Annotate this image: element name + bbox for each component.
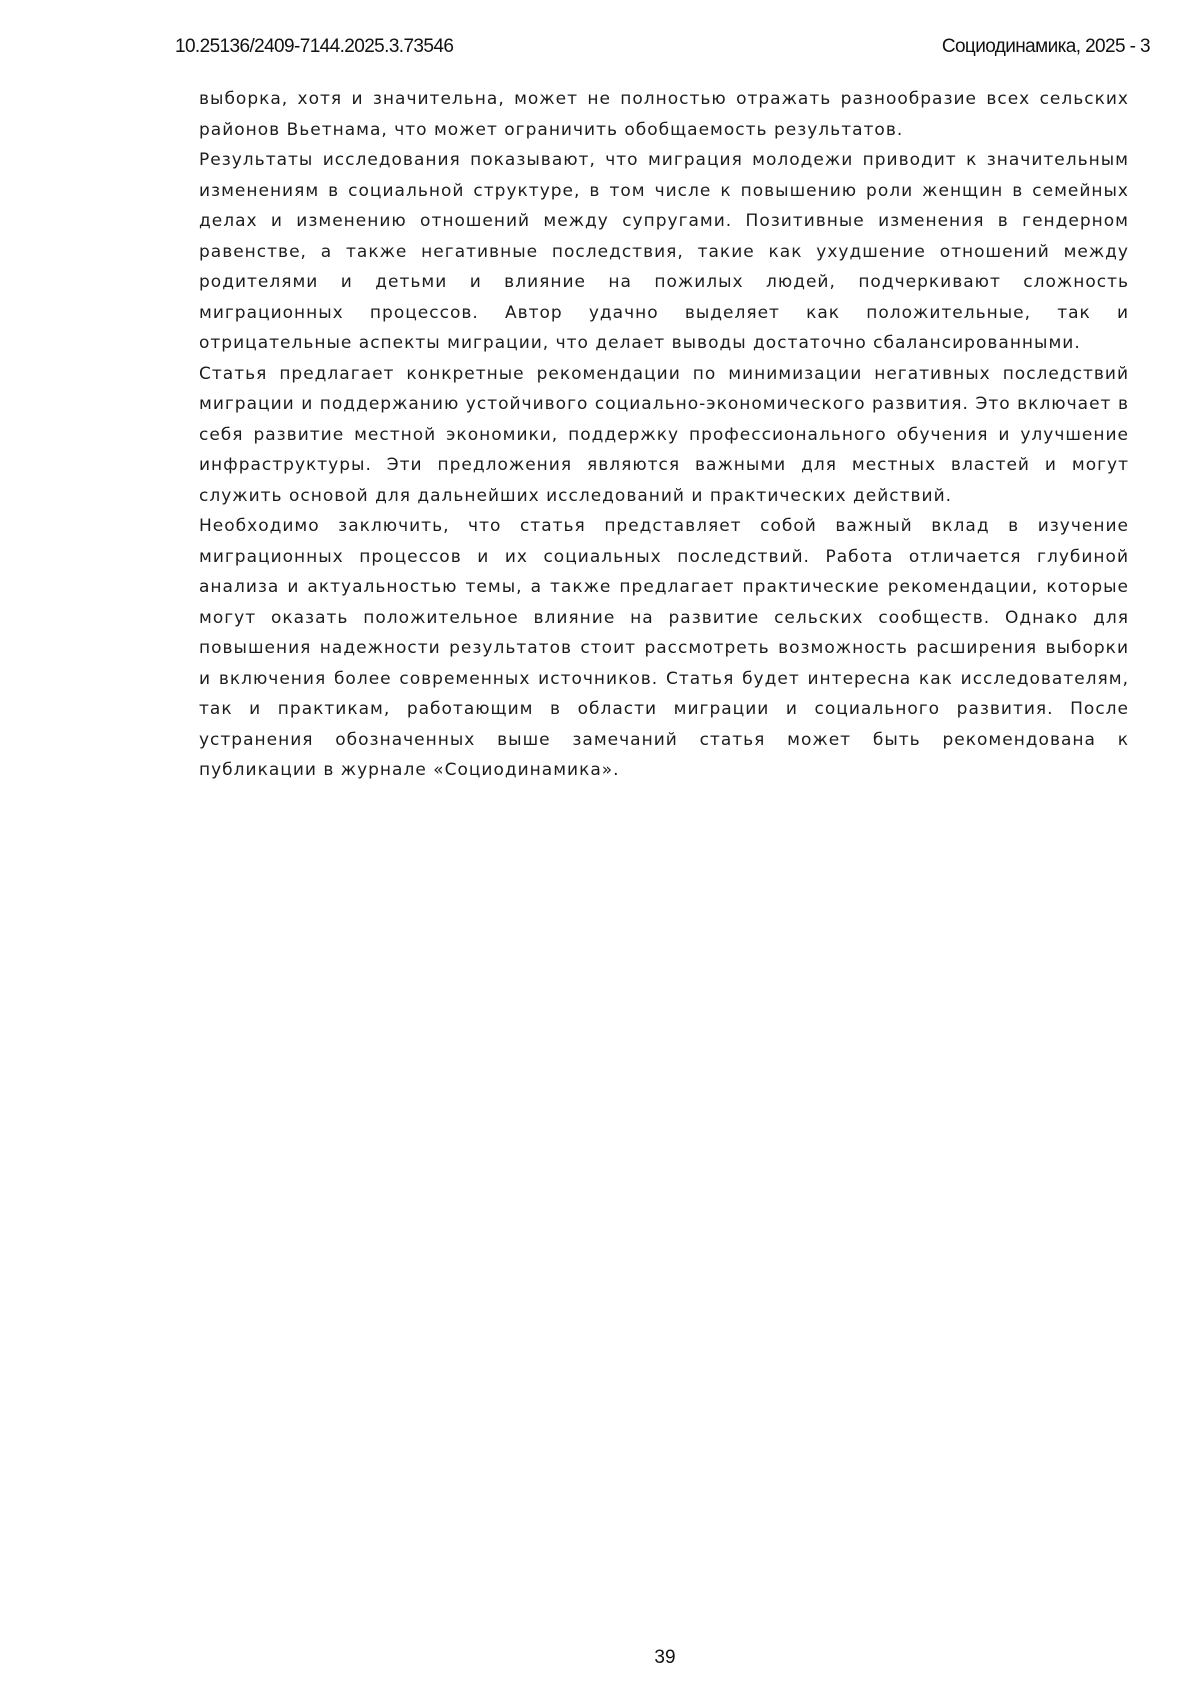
journal-issue: Социодинамика, 2025 - 3: [941, 36, 1150, 57]
paragraph-recommendations: Статья предлагает конкретные рекомендации по минимизации негативных последствий миграции и поддержанию устойчивого социально-экономического развития. Это включает в себя развитие местной экономики, поддержку профессионального обучения и улучшение инфраструктуры. Эти предложения являются важными для местных властей и могут служить основой для дальнейших исследований и практических действий.: [199, 363, 1129, 506]
paragraph-continuation: выборка, хотя и значительна, может не полностью отражать разнообразие всех сельских районов Вьетнама, что может ограничить обобщаемость результатов.: [199, 89, 1129, 140]
article-body: [199, 84, 1129, 786]
running-header: [175, 36, 1150, 64]
paragraph-conclusion: Необходимо заключить, что статья представляет собой важный вклад в изучение миграционных процессов и их социальных последствий. Работа отличается глубиной анализа и актуальностью темы, а также предлагает практические рекомендации, которые могут оказать положительное влияние на развитие сельских сообществ. Однако для повышения надежности результатов стоит рассмотреть возможность расширения выборки и включения более современных источников. Статья будет интересна как исследователям, так и практикам, работающим в области миграции и социального развития. После устранения обозначенных выше замечаний статья может быть рекомендована к публикации в журнале «Социодинамика».: [199, 516, 1129, 780]
paragraph-results: Результаты исследования показывают, что миграция молодежи приводит к значительным изменениям в социальной структуре, в том числе к повышению роли женщин в семейных делах и изменению отношений между супругами. Позитивные изменения в гендерном равенстве, а также негативные последствия, такие как ухудшение отношений между родителями и детьми и влияние на пожилых людей, подчеркивают сложность миграционных процессов. Автор удачно выделяет как положительные, так и отрицательные аспекты миграции, что делает выводы достаточно сбалансированными.: [199, 150, 1129, 353]
page-number: 39: [654, 1647, 676, 1668]
doi-identifier: 10.25136/2409-7144.2025.3.73546: [175, 36, 454, 57]
